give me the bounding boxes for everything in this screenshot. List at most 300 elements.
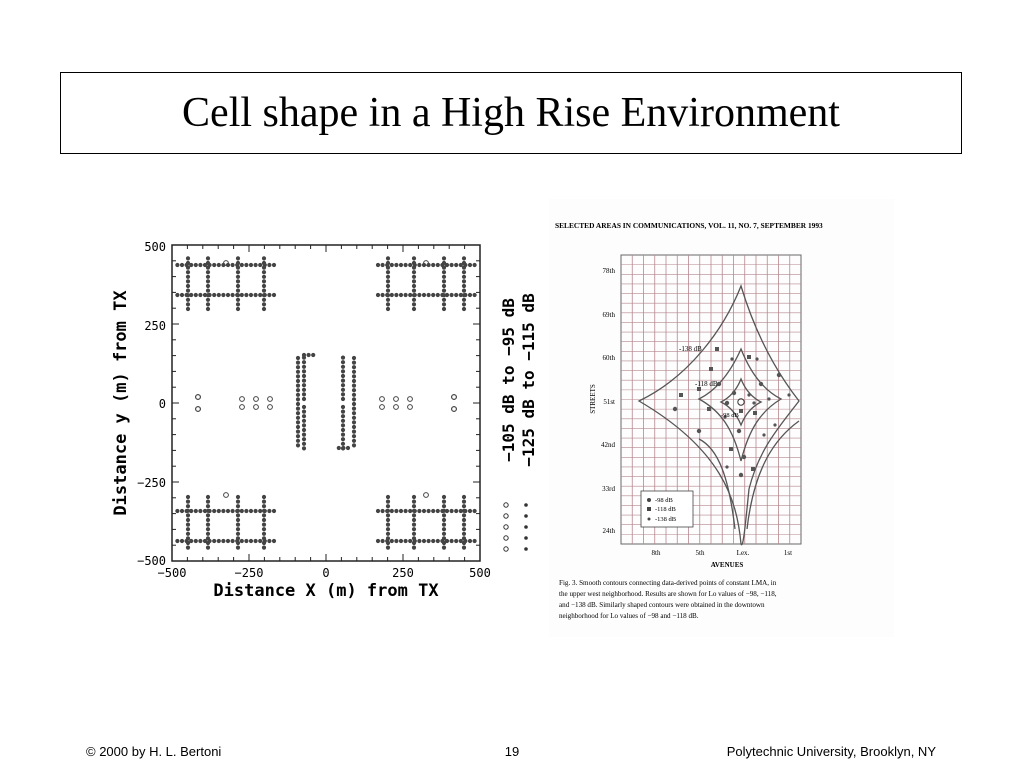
coverage-dot xyxy=(262,500,266,504)
coverage-dot xyxy=(341,419,345,423)
coverage-dot xyxy=(386,523,390,527)
data-point xyxy=(752,401,755,404)
coverage-dot xyxy=(462,546,466,550)
coverage-dot xyxy=(341,397,345,401)
coverage-dot xyxy=(186,536,190,540)
coverage-dot xyxy=(186,504,190,508)
coverage-dot xyxy=(236,532,240,536)
coverage-dot xyxy=(258,263,262,267)
coverage-dot xyxy=(221,293,225,297)
coverage-dot xyxy=(450,263,454,267)
coverage-dot xyxy=(262,527,266,531)
coverage-dot xyxy=(436,263,440,267)
coverage-dot xyxy=(302,365,306,369)
coverage-dot xyxy=(442,532,446,536)
coverage-dot xyxy=(206,298,210,302)
coverage-dot xyxy=(442,270,446,274)
legend-marker-filled xyxy=(524,525,528,529)
legend-text-138: -138 dB xyxy=(655,516,677,523)
coverage-dot xyxy=(296,402,300,406)
coverage-dot xyxy=(302,360,306,364)
coverage-dot xyxy=(462,513,466,517)
coverage-dot xyxy=(186,513,190,517)
coverage-dot xyxy=(186,523,190,527)
coverage-dot xyxy=(417,509,421,513)
coverage-dot xyxy=(296,370,300,374)
coverage-dot xyxy=(206,541,210,545)
coverage-dot xyxy=(427,509,431,513)
street-78: 78th xyxy=(602,267,615,275)
coverage-dot xyxy=(206,509,210,513)
coverage-dot xyxy=(442,495,446,499)
coverage-dot xyxy=(236,293,240,297)
coverage-dot xyxy=(302,374,306,378)
y-tick-500: 500 xyxy=(144,240,166,254)
coverage-dot xyxy=(212,293,216,297)
coverage-dot xyxy=(352,430,356,434)
coverage-dot xyxy=(442,523,446,527)
coverage-dot xyxy=(212,509,216,513)
coverage-dot xyxy=(412,261,416,265)
data-point xyxy=(762,433,765,436)
y-tick-neg250: −250 xyxy=(137,476,166,490)
coverage-dot xyxy=(454,509,458,513)
coverage-dot xyxy=(302,353,306,357)
coverage-dot xyxy=(462,536,466,540)
coverage-dot xyxy=(462,527,466,531)
coverage-dot xyxy=(198,539,202,543)
footer-institution: Polytechnic University, Brooklyn, NY xyxy=(726,744,936,759)
coverage-dot xyxy=(390,293,394,297)
avenue-1st: 1st xyxy=(783,549,793,557)
coverage-dot xyxy=(412,532,416,536)
coverage-dot xyxy=(462,302,466,306)
coverage-dot xyxy=(296,393,300,397)
coverage-dot xyxy=(386,275,390,279)
coverage-dot xyxy=(254,293,258,297)
data-point xyxy=(729,447,733,451)
coverage-dot xyxy=(249,263,253,267)
coverage-dot xyxy=(262,289,266,293)
coverage-dot xyxy=(412,546,416,550)
data-point xyxy=(767,397,770,400)
coverage-dot xyxy=(272,509,276,513)
coverage-dot xyxy=(302,388,306,392)
coverage-dot xyxy=(186,532,190,536)
coverage-dot xyxy=(352,443,356,447)
coverage-dot xyxy=(236,307,240,311)
coverage-dot xyxy=(352,388,356,392)
coverage-dot xyxy=(412,504,416,508)
coverage-dot xyxy=(262,302,266,306)
coverage-dot xyxy=(236,495,240,499)
coverage-dot xyxy=(462,261,466,265)
coverage-dot xyxy=(262,266,266,270)
coverage-dot xyxy=(408,293,412,297)
coverage-dot xyxy=(262,261,266,265)
coverage-dot xyxy=(236,275,240,279)
coverage-dot xyxy=(272,293,276,297)
coverage-dot xyxy=(462,523,466,527)
street-69: 69th xyxy=(602,311,615,319)
coverage-dot xyxy=(390,509,394,513)
data-point xyxy=(773,423,776,426)
coverage-dot xyxy=(198,509,202,513)
coverage-dot xyxy=(341,374,345,378)
coverage-dot xyxy=(231,293,235,297)
coverage-dot xyxy=(399,293,403,297)
coverage-dot xyxy=(240,509,244,513)
coverage-dot xyxy=(404,509,408,513)
coverage-dot xyxy=(352,420,356,424)
y-tick-250: 250 xyxy=(144,319,166,333)
coverage-dot xyxy=(236,302,240,306)
coverage-dot xyxy=(221,539,225,543)
coverage-dot xyxy=(194,263,198,267)
coverage-dot xyxy=(212,263,216,267)
coverage-dot xyxy=(262,546,266,550)
coverage-dot xyxy=(341,360,345,364)
coverage-dot xyxy=(180,539,184,543)
coverage-dot xyxy=(431,293,435,297)
coverage-dot xyxy=(454,293,458,297)
coverage-dot xyxy=(442,509,446,513)
data-point xyxy=(737,429,741,433)
coverage-dot xyxy=(442,279,446,283)
coverage-dot xyxy=(412,275,416,279)
coverage-dot xyxy=(381,509,385,513)
coverage-dot xyxy=(462,275,466,279)
coverage-dot xyxy=(346,446,350,450)
coverage-dot xyxy=(236,504,240,508)
coverage-dot xyxy=(244,509,248,513)
coverage-dot xyxy=(206,293,210,297)
coverage-dot xyxy=(412,513,416,517)
coverage-dot xyxy=(302,392,306,396)
coverage-dot xyxy=(262,509,266,513)
coverage-dot xyxy=(206,504,210,508)
coverage-dot xyxy=(352,384,356,388)
coverage-dot xyxy=(262,270,266,274)
coverage-dot xyxy=(186,495,190,499)
x-tick-250: 250 xyxy=(392,566,414,580)
coverage-dot xyxy=(236,284,240,288)
data-point xyxy=(739,409,743,413)
coverage-dot xyxy=(221,509,225,513)
coverage-dot xyxy=(296,411,300,415)
coverage-dot xyxy=(352,439,356,443)
coverage-dot xyxy=(442,256,446,260)
coverage-dot xyxy=(258,293,262,297)
coverage-dot xyxy=(394,539,398,543)
legend-marker-filled xyxy=(524,536,528,540)
coverage-dot xyxy=(244,263,248,267)
coverage-dot xyxy=(302,383,306,387)
coverage-dot xyxy=(302,433,306,437)
coverage-dot xyxy=(450,539,454,543)
coverage-dot xyxy=(404,263,408,267)
coverage-dot xyxy=(206,289,210,293)
coverage-dot xyxy=(175,263,179,267)
coverage-dot xyxy=(341,365,345,369)
coverage-dot xyxy=(399,263,403,267)
legend-text-98: -98 dB xyxy=(655,497,673,504)
coverage-dot xyxy=(468,509,472,513)
coverage-dot xyxy=(206,256,210,260)
coverage-dot xyxy=(341,428,345,432)
coverage-dot xyxy=(302,423,306,427)
page-number: 19 xyxy=(504,744,520,759)
coverage-dot xyxy=(194,509,198,513)
coverage-dot xyxy=(412,541,416,545)
coverage-dot xyxy=(206,527,210,531)
coverage-dot xyxy=(262,518,266,522)
coverage-dot xyxy=(412,500,416,504)
coverage-dot xyxy=(341,383,345,387)
coverage-dot xyxy=(262,541,266,545)
coverage-dot xyxy=(262,284,266,288)
coverage-dot xyxy=(217,293,221,297)
coverage-dot xyxy=(386,307,390,311)
coverage-dot xyxy=(462,293,466,297)
coverage-dot xyxy=(386,266,390,270)
coverage-dot xyxy=(431,509,435,513)
data-point xyxy=(697,429,701,433)
coverage-dot xyxy=(296,361,300,365)
coverage-dot xyxy=(254,539,258,543)
coverage-dot xyxy=(206,532,210,536)
coverage-dot xyxy=(258,539,262,543)
coverage-dot xyxy=(450,509,454,513)
avenue-5th: 5th xyxy=(695,549,705,557)
contour-label-138: -138 dB xyxy=(679,345,702,353)
coverage-dot xyxy=(352,361,356,365)
coverage-dot xyxy=(267,539,271,543)
coverage-dot xyxy=(186,275,190,279)
coverage-dot xyxy=(206,518,210,522)
coverage-dot xyxy=(442,518,446,522)
coverage-dot xyxy=(262,513,266,517)
y-tick-neg500: −500 xyxy=(137,554,166,568)
coverage-dot xyxy=(394,509,398,513)
coverage-dot xyxy=(244,539,248,543)
coverage-dot xyxy=(240,539,244,543)
legend-marker-filled xyxy=(524,547,528,551)
data-point xyxy=(709,367,713,371)
coverage-dot xyxy=(462,307,466,311)
title-box xyxy=(60,72,962,154)
coverage-dot xyxy=(296,384,300,388)
coverage-dot xyxy=(262,279,266,283)
coverage-dot xyxy=(186,302,190,306)
coverage-dot xyxy=(206,546,210,550)
coverage-dot xyxy=(462,289,466,293)
coverage-dot xyxy=(341,356,345,360)
coverage-dot xyxy=(408,509,412,513)
coverage-dot xyxy=(412,270,416,274)
coverage-dot xyxy=(341,369,345,373)
coverage-dot xyxy=(417,539,421,543)
coverage-dot xyxy=(206,302,210,306)
coverage-dot xyxy=(296,430,300,434)
legend-marker-filled xyxy=(524,514,528,518)
coverage-dot xyxy=(436,539,440,543)
coverage-dot xyxy=(262,298,266,302)
avenues-axis-label: AVENUES xyxy=(710,561,744,569)
coverage-dot xyxy=(462,279,466,283)
coverage-dot xyxy=(422,539,426,543)
coverage-dot xyxy=(412,536,416,540)
coverage-dot xyxy=(386,302,390,306)
coverage-dot xyxy=(386,298,390,302)
coverage-dot xyxy=(236,546,240,550)
data-point xyxy=(739,473,743,477)
coverage-dot xyxy=(468,293,472,297)
coverage-dot xyxy=(412,495,416,499)
coverage-dot xyxy=(412,256,416,260)
coverage-dot xyxy=(302,437,306,441)
coverage-dot xyxy=(442,284,446,288)
coverage-dot xyxy=(296,379,300,383)
coverage-dot xyxy=(390,539,394,543)
coverage-dot xyxy=(386,270,390,274)
coverage-dot xyxy=(186,270,190,274)
coverage-dot xyxy=(262,275,266,279)
coverage-dot xyxy=(206,275,210,279)
coverage-dot xyxy=(194,539,198,543)
coverage-dot xyxy=(442,289,446,293)
coverage-dot xyxy=(386,509,390,513)
legend-marker-98 xyxy=(647,498,651,502)
coverage-dot xyxy=(186,289,190,293)
coverage-dot xyxy=(249,509,253,513)
coverage-dot xyxy=(337,446,341,450)
caption-line-1: Fig. 3. Smooth contours connecting data-derived points of constant LMA, in xyxy=(559,579,777,587)
coverage-dot xyxy=(231,539,235,543)
coverage-dot xyxy=(352,425,356,429)
coverage-dot xyxy=(431,539,435,543)
data-point xyxy=(707,407,711,411)
coverage-dot xyxy=(473,509,477,513)
coverage-dot xyxy=(417,263,421,267)
coverage-dot xyxy=(226,509,230,513)
coverage-dot xyxy=(386,536,390,540)
coverage-dot xyxy=(462,256,466,260)
coverage-dot xyxy=(381,293,385,297)
contour-label-98: -98 dB xyxy=(721,412,739,419)
coverage-dot xyxy=(412,307,416,311)
streets-axis-label: STREETS xyxy=(589,384,597,414)
coverage-dot xyxy=(267,509,271,513)
coverage-dot xyxy=(236,289,240,293)
coverage-dot xyxy=(462,270,466,274)
slide-title: Cell shape in a High Rise Environment xyxy=(182,90,840,136)
coverage-dot xyxy=(249,293,253,297)
coverage-dot xyxy=(267,293,271,297)
data-point xyxy=(725,465,728,468)
data-point xyxy=(759,382,763,386)
coverage-dot xyxy=(412,284,416,288)
data-point xyxy=(753,411,757,415)
coverage-dot xyxy=(262,536,266,540)
coverage-dot xyxy=(217,539,221,543)
coverage-dot xyxy=(394,263,398,267)
coverage-dot xyxy=(417,293,421,297)
coverage-dot xyxy=(186,500,190,504)
coverage-dot xyxy=(206,495,210,499)
coverage-dot xyxy=(186,546,190,550)
coverage-dot xyxy=(206,261,210,265)
coverage-dot xyxy=(206,284,210,288)
coverage-dot xyxy=(462,532,466,536)
coverage-dot xyxy=(254,263,258,267)
coverage-dot xyxy=(296,439,300,443)
coverage-dot xyxy=(262,504,266,508)
x-tick-0: 0 xyxy=(322,566,330,580)
coverage-dot xyxy=(236,513,240,517)
coverage-dot xyxy=(442,302,446,306)
data-point xyxy=(730,357,733,360)
avenue-lex: Lex. xyxy=(736,549,750,557)
coverage-dot xyxy=(352,379,356,383)
coverage-dot xyxy=(302,414,306,418)
coverage-dot xyxy=(341,405,345,409)
coverage-dot xyxy=(262,532,266,536)
coverage-dot xyxy=(462,284,466,288)
coverage-dot xyxy=(296,374,300,378)
coverage-dot xyxy=(462,509,466,513)
right-figure xyxy=(549,199,894,637)
coverage-dot xyxy=(422,509,426,513)
coverage-dot xyxy=(217,509,221,513)
coverage-dot xyxy=(352,370,356,374)
x-axis-label: Distance X (m) from TX xyxy=(213,581,439,601)
coverage-dot xyxy=(198,263,202,267)
data-point xyxy=(747,393,750,396)
coverage-dot xyxy=(442,298,446,302)
coverage-dot xyxy=(296,434,300,438)
coverage-dot xyxy=(186,527,190,531)
coverage-dot xyxy=(262,256,266,260)
coverage-dot xyxy=(186,284,190,288)
coverage-dot xyxy=(236,518,240,522)
coverage-dot xyxy=(296,416,300,420)
street-60: 60th xyxy=(602,354,615,362)
coverage-dot xyxy=(180,509,184,513)
coverage-dot xyxy=(236,279,240,283)
coverage-dot xyxy=(296,397,300,401)
coverage-dot xyxy=(462,266,466,270)
coverage-dot xyxy=(462,541,466,545)
coverage-dot xyxy=(302,410,306,414)
coverage-dot xyxy=(442,513,446,517)
coverage-dot xyxy=(231,509,235,513)
coverage-dot xyxy=(442,527,446,531)
coverage-dot xyxy=(206,523,210,527)
coverage-dot xyxy=(408,539,412,543)
coverage-dot xyxy=(302,428,306,432)
coverage-dot xyxy=(468,263,472,267)
coverage-dot xyxy=(272,263,276,267)
coverage-dot xyxy=(454,263,458,267)
coverage-dot xyxy=(352,411,356,415)
coverage-dot xyxy=(462,500,466,504)
coverage-dot xyxy=(412,302,416,306)
coverage-dot xyxy=(267,263,271,267)
coverage-dot xyxy=(442,536,446,540)
coverage-dot xyxy=(249,539,253,543)
coverage-dot xyxy=(302,446,306,450)
